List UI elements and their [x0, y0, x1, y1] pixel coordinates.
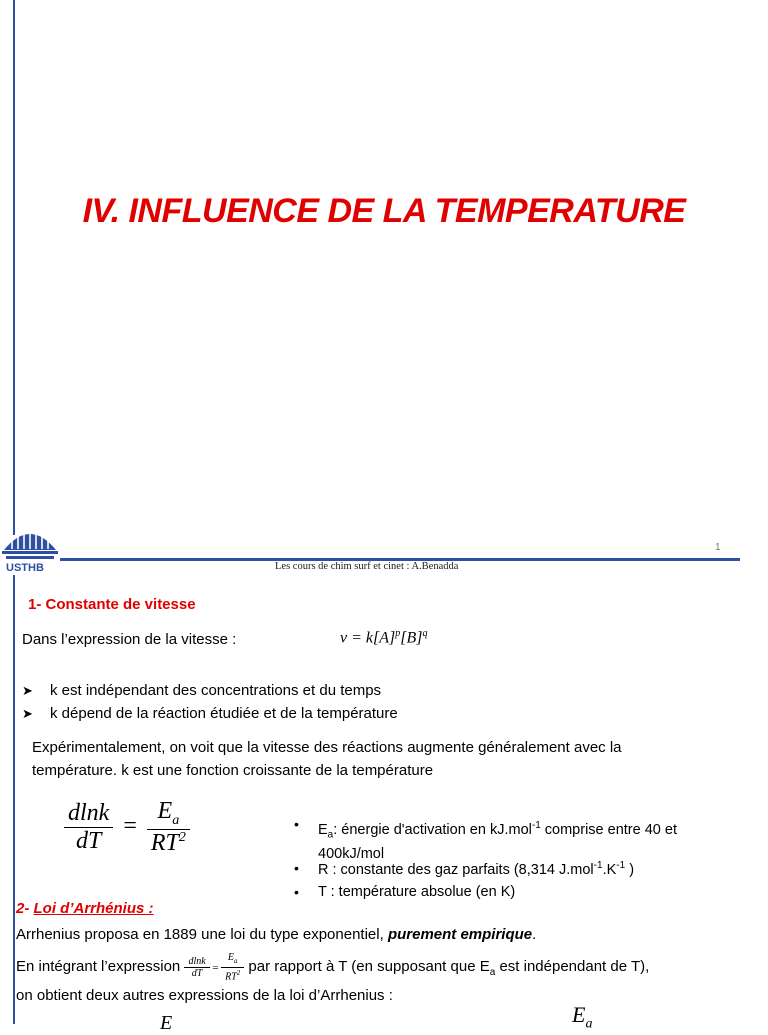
arr-text: est indépendant de T), — [495, 958, 650, 976]
def-ea-line2: 400kJ/mol — [318, 845, 385, 862]
arrhenius-line-1 — [16, 923, 536, 946]
bullet-dot: • — [294, 860, 299, 876]
bottom-ea: E — [572, 1002, 586, 1027]
def-ea-label: E — [318, 821, 328, 838]
inline-fraction — [184, 956, 209, 979]
temperature-formula — [64, 798, 190, 857]
fraction-numerator: dlnk — [64, 800, 113, 828]
ea-symbol: E — [157, 798, 173, 824]
def-r — [318, 860, 634, 878]
fraction-left — [64, 800, 113, 855]
logo-text: USTHB — [6, 562, 44, 574]
inline-numerator — [221, 952, 244, 968]
rt-symbol: RT — [150, 829, 179, 856]
def-r-sup1: -1 — [593, 860, 603, 871]
arr-text: . — [532, 926, 537, 943]
inline-denominator — [221, 968, 244, 982]
paragraph-line: Expérimentalement, on voit que la vitesse des réactions augmente généralement avec la — [32, 739, 622, 756]
section-title-1: 1- Constante de vitesse — [28, 596, 196, 613]
bullet-item: k dépend de la réaction étudiée et de la température — [50, 705, 398, 722]
def-ea-sup: -1 — [531, 820, 541, 831]
slide-title: IV. INFLUENCE DE LA TEMPERATURE — [82, 192, 686, 230]
inline-ea: E — [227, 952, 234, 963]
rt-exponent: 2 — [178, 829, 186, 845]
bottom-formula-right — [572, 1002, 592, 1032]
arr-text: En intégrant l’expression — [16, 958, 185, 976]
def-ea-sub: a — [327, 829, 334, 841]
rate-law-eq: = k[A] — [347, 629, 396, 647]
slide-footer: Les cours de chim surf et cinet : A.Benadda — [275, 561, 459, 572]
inline-numerator: dlnk — [184, 956, 209, 968]
def-r-text: R : constante des gaz parfaits (8,314 J.mol — [318, 861, 594, 878]
bullet-item: k est indépendant des concentrations et du temps — [50, 682, 382, 699]
def-r-sup2: -1 — [616, 860, 626, 871]
arr-emphasis: purement empirique — [387, 926, 533, 943]
inline-equals: = — [211, 962, 220, 975]
fraction-numerator — [147, 798, 190, 830]
bullet-dot: • — [294, 816, 299, 832]
arr-text: Arrhenius proposa en 1889 une loi du type exponentiel, — [16, 926, 388, 943]
def-r-text3: ) — [625, 861, 635, 878]
arrow-bullet-icon: ➤ — [22, 683, 33, 698]
def-ea-text2: comprise entre 40 et — [540, 821, 677, 838]
fraction-denominator: dT — [75, 827, 102, 854]
paragraph-line: température. k est une fonction croissante de la température — [32, 762, 434, 779]
order-q: q — [422, 628, 428, 639]
ea-subscript: a — [172, 812, 180, 828]
inline-rt: RT — [225, 971, 237, 983]
expression-intro: Dans l’expression de la vitesse : — [22, 631, 237, 648]
def-r-text2: .K — [602, 861, 617, 878]
section-number: 2- — [16, 900, 34, 917]
rate-law-b: [B] — [400, 629, 423, 647]
rate-law-formula — [340, 628, 427, 647]
arrhenius-line-2 — [16, 952, 649, 984]
bottom-ea-sub: a — [585, 1016, 593, 1032]
arrhenius-line-3: on obtient deux autres expressions de la loi d’Arrhenius : — [16, 987, 393, 1004]
bottom-formula-left: E — [160, 1012, 173, 1034]
def-ea-text: : énergie d'activation en kJ.mol — [333, 821, 532, 838]
order-p: p — [395, 628, 401, 639]
def-t: T : température absolue (en K) — [318, 884, 516, 900]
rate-symbol: v — [340, 629, 348, 647]
def-ea — [318, 816, 677, 864]
inline-ea-sub: a — [233, 957, 238, 965]
inline-rt-sup: 2 — [236, 969, 241, 977]
slide-number: 1 — [715, 542, 721, 553]
inline-denominator: dT — [191, 967, 203, 979]
section-title-text: Loi d’Arrhénius : — [33, 900, 154, 917]
left-border-line-2 — [13, 575, 15, 1024]
inline-fraction — [221, 952, 244, 982]
equals-sign: = — [123, 812, 137, 839]
fraction-right — [147, 798, 190, 857]
left-border-line — [13, 0, 15, 535]
section-title-2 — [16, 900, 154, 917]
bullet-dot: • — [294, 884, 299, 900]
arrow-bullet-icon: ➤ — [22, 706, 33, 721]
fraction-denominator — [147, 830, 190, 857]
arr-text: par rapport à T (en supposant que E — [244, 958, 490, 976]
arr-sub: a — [489, 967, 496, 979]
